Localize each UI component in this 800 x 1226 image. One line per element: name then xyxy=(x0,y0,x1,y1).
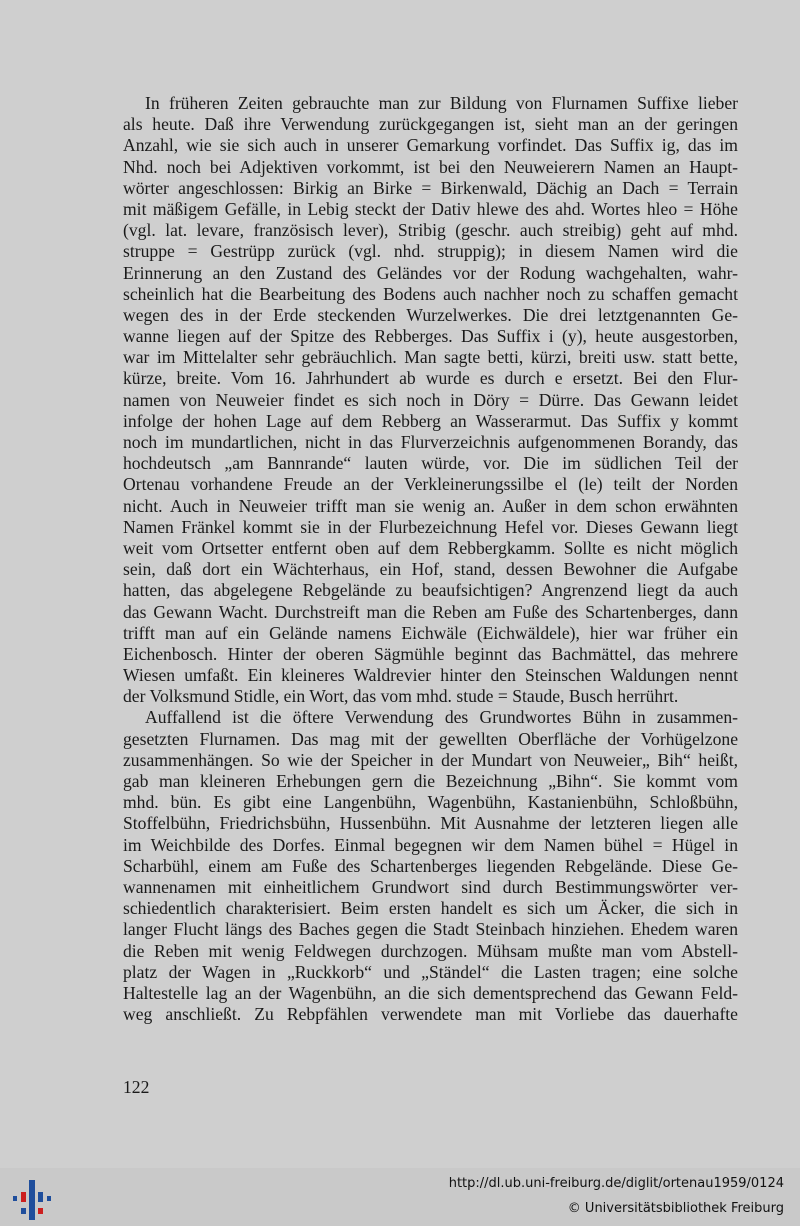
text-line: nicht. Auch in Neuweier trifft man sie wenig an. Außer in dem schon erwähnten xyxy=(123,495,738,516)
text-line: schiedentlich charakterisiert. Beim ersten handelt es sich um Äcker, die sich in xyxy=(123,898,738,919)
text-line: trifft man auf ein Gelände namens Eichwäle (Eichwäldele), hier war früher ein xyxy=(123,622,738,643)
text-line: Stoffelbühn, Friedrichsbühn, Hussenbühn. Mit Ausnahme der letzteren liegen alle xyxy=(123,813,738,834)
text-line: struppe = Gestrüpp zurück (vgl. nhd. struppig); in diesem Namen wird die xyxy=(123,241,738,262)
text-line: noch im mundartlichen, nicht in das Flurverzeichnis aufgenommenen Borandy, das xyxy=(123,432,738,452)
text-line: Eichenbosch. Hinter der oberen Sägmühle beginnt das Bachmättel, das mehrere xyxy=(123,643,738,664)
text-line: wegen des in der Erde steckenden Wurzelwerkes. Die drei letztgenannten Ge- xyxy=(123,304,738,325)
text-line: Erinnerung an den Zustand des Geländes vor der Rodung wachgehalten, wahr- xyxy=(123,262,738,283)
text-line: hatten, das abgelegene Rebgelände zu beaufsichtigen? Angrenzend liegt da auch xyxy=(123,580,738,601)
text-line: wanne liegen auf der Spitze des Rebberges. Das Suffix i (y), heute ausgestorben, xyxy=(123,326,738,347)
text-line: Scharbühl, einem am Fuße des Schartenberges liegenden Rebgelände. Diese Ge- xyxy=(123,855,738,876)
text-line: platz der Wagen in „Ruckkorb“ und „Ständel“ die Lasten tragen; eine solche xyxy=(123,961,738,982)
text-line: hochdeutsch „am Bannrande“ lauten würde, vor. Die im südlichen Teil der xyxy=(123,453,738,474)
page-number: 122 xyxy=(123,1077,150,1097)
text-line: kürze, breite. Vom 16. Jahrhundert ab wurde es durch e ersetzt. Bei den Flur- xyxy=(123,368,738,389)
text-line: langer Flucht längs des Baches gegen die Stadt Steinbach hinziehen. Ehedem waren xyxy=(123,919,738,940)
text-line: das Gewann Wacht. Durchstreift man die Reben am Fuße des Schartenberges, dann xyxy=(123,601,738,622)
text-line: war im Mittelalter sehr gebräuchlich. Man sagte betti, kürzi, breiti usw. statt bette, xyxy=(123,347,738,368)
text-line: sein, daß dort ein Wächterhaus, ein Hof, stand, dessen Bewohner die Aufgabe xyxy=(123,559,738,580)
text-line: im Weichbilde des Dorfes. Einmal begegnen wir dem Namen bühel = Hügel in xyxy=(123,834,738,855)
text-line: wörter angeschlossen: Birkig an Birke = Birkenwald, Dächig an Dach = Terrain xyxy=(123,177,738,198)
body-text xyxy=(123,93,738,1025)
text-line: der Volksmund Stidle, ein Wort, das vom mhd. stude = Staude, Busch herrührt. xyxy=(123,686,679,707)
source-url-link[interactable]: http://dl.ub.uni-freiburg.de/diglit/ortenau1959/0124 xyxy=(448,1176,784,1191)
text-line: die Reben mit wenig Feldwegen durchzogen. Mühsam mußte man vom Abstell- xyxy=(123,940,738,961)
text-line: gesetzten Flurnamen. Das mag mit der gewellten Oberfläche der Vorhügelzone xyxy=(123,728,738,749)
text-line: In früheren Zeiten gebrauchte man zur Bildung von Flurnamen Suffixe lieber xyxy=(145,93,738,113)
text-line: weg anschließt. Zu Rebpfählen verwendete man mit Vorliebe das dauerhafte xyxy=(123,1004,738,1025)
text-line: namen von Neuweier findet es sich noch in Döry = Dürre. Das Gewann leidet xyxy=(123,389,738,410)
text-line: Namen Fränkel kommt sie in der Flurbezeichnung Hefel vor. Dieses Gewann liegt xyxy=(123,516,738,537)
text-line: Anzahl, wie sie sich auch in unserer Gemarkung vorfindet. Das Suffix ig, das im xyxy=(123,135,738,156)
text-line: scheinlich hat die Bearbeitung des Bodens auch nachher noch zu schaffen gemacht xyxy=(123,283,738,304)
text-line: weit vom Ortsetter entfernt oben auf dem Rebbergkamm. Sollte es nicht möglich xyxy=(123,537,738,558)
text-line: als heute. Daß ihre Verwendung zurückgegangen ist, sieht man an der geringen xyxy=(123,114,738,135)
text-line: Auffallend ist die öftere Verwendung des Grundwortes Bühn in zusammen- xyxy=(145,707,738,728)
text-line: Ortenau vorhandene Freude an der Verkleinerungssilbe el (le) teilt der Norden xyxy=(123,474,738,495)
text-line: Nhd. noch bei Adjektiven vorkommt, ist bei den Neuweierern Namen an Haupt- xyxy=(123,156,738,177)
text-line: (vgl. lat. levare, französisch lever), Stribig (geschr. auch streibig) geht auf mhd. xyxy=(123,220,738,241)
text-line: gab man kleineren Erhebungen gern die Bezeichnung „Bihn“. Sie kommt vom xyxy=(123,771,738,791)
text-line: infolge der hohen Lage auf dem Rebberg an Wasserarmut. Das Suffix y kommt xyxy=(123,410,738,431)
text-line: mit mäßigem Gefälle, in Lebig steckt der Dativ hlewe des ahd. Wortes hleo = Höhe xyxy=(123,198,738,219)
library-logo-icon xyxy=(12,1178,52,1222)
copyright-notice: © Universitätsbibliothek Freiburg xyxy=(567,1201,784,1216)
text-line: mhd. bün. Es gibt eine Langenbühn, Wagenbühn, Kastanienbühn, Schloßbühn, xyxy=(123,792,738,813)
text-line: Haltestelle lag an der Wagenbühn, an die sich dementsprechend das Gewann Feld- xyxy=(123,982,738,1003)
text-line: zusammenhängen. So wie der Speicher in der Mundart von Neuweier„ Bih“ heißt, xyxy=(123,749,738,770)
text-line: Wiesen umfaßt. Ein kleineres Waldrevier hinter den Steinschen Waldungen nennt xyxy=(123,665,738,686)
text-line: wannenamen mit einheitlichem Grundwort sind durch Bestimmungswörter ver- xyxy=(123,876,738,897)
